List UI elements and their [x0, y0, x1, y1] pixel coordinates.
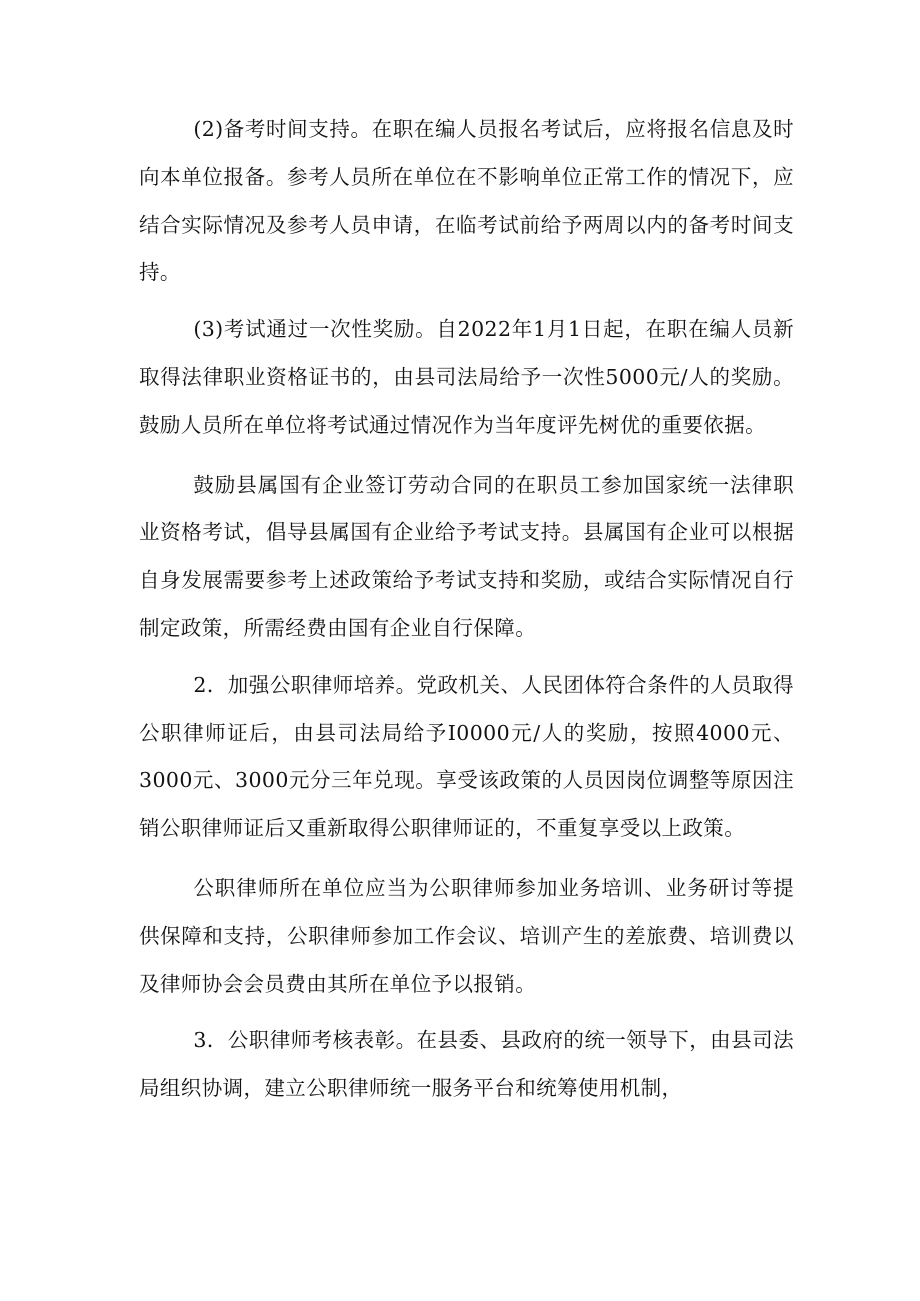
paragraph-public-lawyer-support: 公职律师所在单位应当为公职律师参加业务培训、业务研讨等提供保障和支持，公职律师参加工作会议、培训产生的差旅费、培训费以及律师协会会员费由其所在单位予以报销。: [139, 875, 794, 996]
paragraph-public-lawyer-training: 2．加强公职律师培养。党政机关、人民团体符合条件的人员取得公职律师证后，由县司法局给予I0000元/人的奖励，按照4000元、3000元、3000元分三年兑现。享受该政策的人员因岗位调整等原因注销公职律师证后又重新取得公职律师证的，不重复享受以上政策。: [139, 672, 794, 841]
paragraph-state-enterprise: 鼓励县属国有企业签订劳动合同的在职员工参加国家统一法律职业资格考试，倡导县属国有企业给予考试支持。县属国有企业可以根据自身发展需要参考上述政策给予考试支持和奖励，或结合实际情况自行制定政策，所需经费由国有企业自行保障。: [139, 472, 794, 640]
paragraph-public-lawyer-assessment: 3．公职律师考核表彰。在县委、县政府的统一领导下，由县司法局组织协调，建立公职律师统一服务平台和统筹使用机制，: [139, 1028, 794, 1101]
document-body: [139, 106, 794, 1113]
paragraph-exam-pass-reward: (3)考试通过一次性奖励。自2022年1月1日起，在职在编人员新取得法律职业资格证书的，由县司法局给予一次性5000元/人的奖励。鼓励人员所在单位将考试通过情况作为当年度评先树优的重要依据。: [139, 317, 794, 437]
paragraph-exam-prep-time: (2)备考时间支持。在职在编人员报名考试后，应将报名信息及时向本单位报备。参考人员所在单位在不影响单位正常工作的情况下，应结合实际情况及参考人员申请，在临考试前给予两周以内的备考时间支持。: [139, 117, 794, 285]
